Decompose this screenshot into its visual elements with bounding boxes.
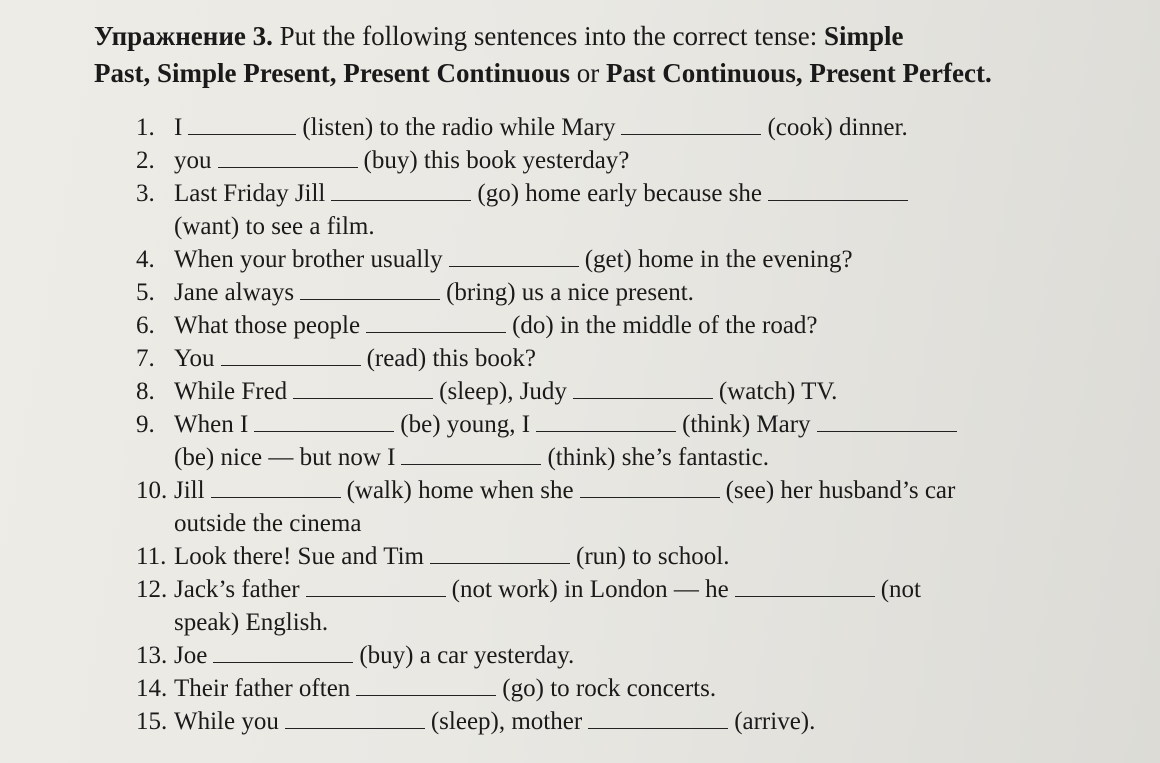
item-text: When your brother usually — [174, 246, 443, 273]
list-item — [136, 639, 1136, 672]
item-number: 11. — [136, 543, 167, 570]
tense-simple: Simple — [824, 21, 904, 51]
item-text: (want) to see a film. — [174, 213, 375, 240]
tense-list-end: Past Continuous, Present Perfect. — [606, 58, 992, 88]
answer-blank[interactable] — [621, 116, 761, 135]
answer-blank[interactable] — [401, 446, 541, 465]
item-number: 15. — [136, 708, 168, 735]
item-text: (run) to school. — [576, 543, 730, 570]
answer-blank[interactable] — [430, 545, 570, 564]
item-text: Jack’s father — [174, 576, 300, 603]
list-item-continuation — [136, 441, 1136, 474]
item-text: (not — [880, 576, 921, 603]
list-item — [136, 243, 1136, 276]
item-text: (think) she’s fantastic. — [547, 444, 769, 471]
answer-blank[interactable] — [449, 248, 579, 267]
answer-blank[interactable] — [331, 182, 471, 201]
answer-blank[interactable] — [221, 347, 361, 366]
answer-blank[interactable] — [293, 380, 433, 399]
item-text: (listen) to the radio while Mary — [302, 114, 616, 141]
answer-blank[interactable] — [306, 578, 446, 597]
list-item — [136, 144, 1136, 177]
item-text: Joe — [174, 642, 208, 669]
item-number: 5. — [136, 279, 155, 306]
item-text: I — [174, 114, 183, 141]
exercise-label: Упражнение 3. — [94, 21, 273, 51]
answer-blank[interactable] — [536, 413, 676, 432]
item-text: outside the cinema — [174, 510, 362, 537]
item-text: (be) young, I — [400, 411, 531, 438]
answer-blank[interactable] — [768, 182, 908, 201]
list-item-continuation — [136, 507, 1136, 540]
item-text: (do) in the middle of the road? — [512, 312, 818, 339]
answer-blank[interactable] — [300, 281, 440, 300]
item-number: 9. — [136, 411, 155, 438]
tense-list: Past, Simple Present, Present Continuous — [94, 58, 571, 88]
answer-blank[interactable] — [218, 149, 358, 168]
item-text: (cook) dinner. — [767, 114, 908, 141]
answer-blank[interactable] — [735, 578, 875, 597]
item-text: speak) English. — [174, 609, 329, 636]
item-text: Jane always — [174, 279, 295, 306]
answer-blank[interactable] — [211, 479, 341, 498]
item-text: While you — [174, 708, 279, 735]
list-item — [136, 276, 1136, 309]
answer-blank[interactable] — [213, 644, 353, 663]
item-text: (see) her husband’s car — [725, 477, 956, 504]
answer-blank[interactable] — [817, 413, 957, 432]
exercise-heading — [94, 18, 1134, 92]
item-text: (go) home early because she — [477, 180, 762, 207]
item-text: (buy) a car yesterday. — [359, 642, 575, 669]
answer-blank[interactable] — [188, 116, 296, 135]
item-text: Last Friday Jill — [174, 180, 326, 207]
item-text: (sleep), mother — [430, 708, 583, 735]
item-text: (buy) this book yesterday? — [363, 147, 630, 174]
item-text: When I — [174, 411, 249, 438]
item-number: 10. — [136, 477, 168, 504]
item-number: 8. — [136, 378, 155, 405]
item-text: (sleep), Judy — [439, 378, 567, 405]
item-number: 14. — [136, 675, 168, 702]
answer-blank[interactable] — [580, 479, 720, 498]
item-text: (watch) TV. — [718, 378, 838, 405]
item-text: You — [174, 345, 215, 372]
item-text: (read) this book? — [366, 345, 536, 372]
item-text: Their father often — [174, 675, 351, 702]
list-item — [136, 309, 1136, 342]
item-text: (be) nice — but now I — [174, 444, 396, 471]
item-text: (walk) home when she — [346, 477, 574, 504]
item-text: (arrive). — [734, 708, 816, 735]
item-text: Jill — [174, 477, 205, 504]
answer-blank[interactable] — [588, 710, 728, 729]
item-number: 4. — [136, 246, 155, 273]
item-number: 2. — [136, 147, 155, 174]
answer-blank[interactable] — [285, 710, 425, 729]
item-number: 3. — [136, 180, 155, 207]
list-item — [136, 573, 1136, 606]
list-item-continuation — [136, 606, 1136, 639]
list-item — [136, 540, 1136, 573]
item-number: 13. — [136, 642, 168, 669]
list-item — [136, 111, 1136, 144]
list-item — [136, 672, 1136, 705]
item-text: (get) home in the evening? — [584, 246, 853, 273]
item-text: (bring) us a nice present. — [446, 279, 694, 306]
list-item — [136, 342, 1136, 375]
list-item-continuation — [136, 210, 1136, 243]
list-item — [136, 177, 1136, 210]
answer-blank[interactable] — [366, 314, 506, 333]
tense-or: or — [570, 58, 607, 88]
answer-blank[interactable] — [356, 677, 496, 696]
list-item — [136, 408, 1136, 441]
item-text: (go) to rock concerts. — [502, 675, 717, 702]
list-item — [136, 705, 1136, 738]
item-text: Look there! Sue and Tim — [174, 543, 424, 570]
exercise-instruction: Put the following sentences into the correct tense: — [272, 21, 824, 51]
item-number: 1. — [136, 114, 155, 141]
item-number: 12. — [136, 576, 168, 603]
item-text: (not work) in London — he — [451, 576, 729, 603]
list-item — [136, 474, 1136, 507]
item-text: What those people — [174, 312, 361, 339]
answer-blank[interactable] — [254, 413, 394, 432]
exercise-list — [136, 111, 1136, 738]
item-text: (think) Mary — [682, 411, 811, 438]
item-number: 7. — [136, 345, 155, 372]
list-item — [136, 375, 1136, 408]
item-text: While Fred — [174, 378, 288, 405]
item-number: 6. — [136, 312, 155, 339]
answer-blank[interactable] — [573, 380, 713, 399]
item-text: you — [174, 147, 212, 174]
